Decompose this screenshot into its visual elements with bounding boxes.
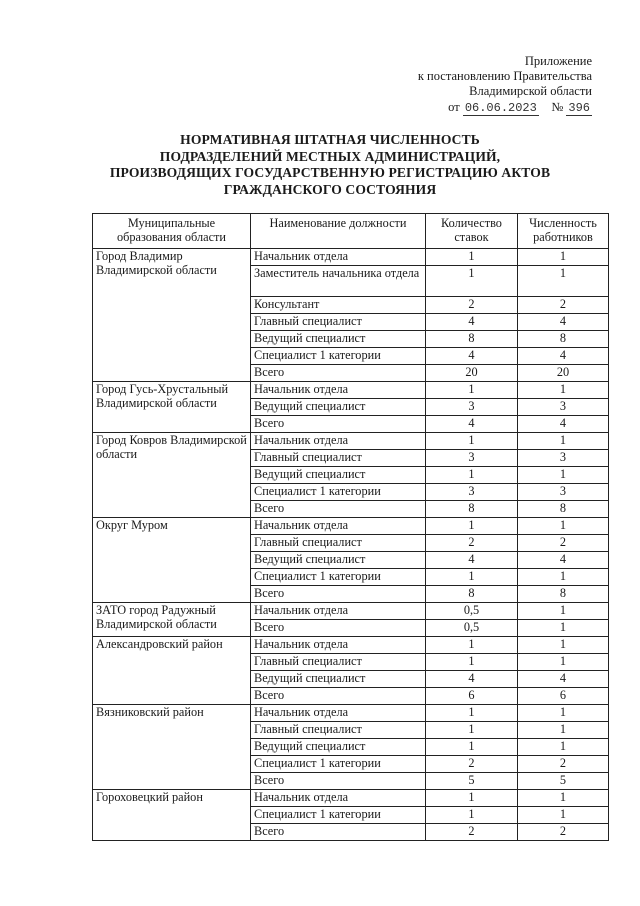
table-body — [93, 249, 609, 841]
position-cell: Главный специалист — [251, 722, 426, 739]
position-cell: Главный специалист — [251, 654, 426, 671]
workers-cell: 5 — [518, 773, 609, 790]
header-municipality: Муниципальные образования области — [93, 214, 251, 249]
workers-cell: 3 — [518, 450, 609, 467]
table-row — [93, 433, 609, 450]
position-cell: Всего — [251, 620, 426, 637]
workers-cell: 1 — [518, 569, 609, 586]
workers-cell: 1 — [518, 433, 609, 450]
position-cell: Ведущий специалист — [251, 399, 426, 416]
position-cell: Специалист 1 категории — [251, 484, 426, 501]
municipality-cell: Город Гусь-Хрустальный Владимирской области — [93, 382, 251, 433]
rates-cell: 4 — [426, 671, 518, 688]
position-cell: Главный специалист — [251, 450, 426, 467]
rates-cell: 0,5 — [426, 620, 518, 637]
position-cell: Специалист 1 категории — [251, 569, 426, 586]
workers-cell: 1 — [518, 382, 609, 399]
table-row — [93, 603, 609, 620]
workers-cell: 2 — [518, 297, 609, 314]
workers-cell: 4 — [518, 348, 609, 365]
municipality-cell: Город Ковров Владимирской области — [93, 433, 251, 518]
table-row — [93, 637, 609, 654]
position-cell: Всего — [251, 824, 426, 841]
workers-cell: 1 — [518, 705, 609, 722]
position-cell: Начальник отдела — [251, 433, 426, 450]
staffing-table — [92, 213, 609, 841]
rates-cell: 6 — [426, 688, 518, 705]
workers-cell: 2 — [518, 824, 609, 841]
workers-cell: 1 — [518, 722, 609, 739]
municipality-cell: Александровский район — [93, 637, 251, 705]
position-cell: Ведущий специалист — [251, 467, 426, 484]
header-position: Наименование должности — [251, 214, 426, 249]
position-cell: Ведущий специалист — [251, 671, 426, 688]
table-row — [93, 382, 609, 399]
rates-cell: 5 — [426, 773, 518, 790]
workers-cell: 1 — [518, 266, 609, 297]
rates-cell: 3 — [426, 399, 518, 416]
position-cell: Начальник отдела — [251, 790, 426, 807]
position-cell: Специалист 1 категории — [251, 807, 426, 824]
rates-cell: 0,5 — [426, 603, 518, 620]
rates-cell: 20 — [426, 365, 518, 382]
workers-cell: 1 — [518, 739, 609, 756]
position-cell: Начальник отдела — [251, 518, 426, 535]
number-prefix: № — [551, 100, 564, 114]
workers-cell: 2 — [518, 535, 609, 552]
workers-cell: 1 — [518, 637, 609, 654]
table-row — [93, 518, 609, 535]
position-cell: Ведущий специалист — [251, 739, 426, 756]
municipality-cell: Город Владимир Владимирской области — [93, 249, 251, 382]
workers-cell: 1 — [518, 249, 609, 266]
position-cell: Консультант — [251, 297, 426, 314]
header-workers: Численность работников — [518, 214, 609, 249]
workers-cell: 3 — [518, 484, 609, 501]
rates-cell: 2 — [426, 297, 518, 314]
rates-cell: 8 — [426, 586, 518, 603]
rates-cell: 2 — [426, 756, 518, 773]
workers-cell: 8 — [518, 586, 609, 603]
position-cell: Всего — [251, 365, 426, 382]
table-row — [93, 249, 609, 266]
municipality-cell: ЗАТО город Радужный Владимирской области — [93, 603, 251, 637]
position-cell: Всего — [251, 416, 426, 433]
rates-cell: 3 — [426, 484, 518, 501]
appendix-block — [372, 54, 592, 116]
rates-cell: 4 — [426, 416, 518, 433]
workers-cell: 1 — [518, 603, 609, 620]
workers-cell: 1 — [518, 807, 609, 824]
position-cell: Начальник отдела — [251, 637, 426, 654]
municipality-cell: Округ Муром — [93, 518, 251, 603]
position-cell: Всего — [251, 586, 426, 603]
workers-cell: 1 — [518, 467, 609, 484]
table-header-row — [93, 214, 609, 249]
workers-cell: 1 — [518, 654, 609, 671]
rates-cell: 1 — [426, 249, 518, 266]
rates-cell: 4 — [426, 314, 518, 331]
position-cell: Главный специалист — [251, 314, 426, 331]
workers-cell: 4 — [518, 314, 609, 331]
position-cell: Специалист 1 категории — [251, 756, 426, 773]
header-rates: Количество ставок — [426, 214, 518, 249]
rates-cell: 1 — [426, 382, 518, 399]
workers-cell: 2 — [518, 756, 609, 773]
position-cell: Начальник отдела — [251, 382, 426, 399]
position-cell: Ведущий специалист — [251, 331, 426, 348]
decree-date: 06.06.2023 — [464, 101, 537, 115]
municipality-cell: Вязниковский район — [93, 705, 251, 790]
rates-cell: 1 — [426, 807, 518, 824]
position-cell: Специалист 1 категории — [251, 348, 426, 365]
workers-cell: 8 — [518, 501, 609, 518]
date-prefix: от — [448, 100, 460, 114]
position-cell: Начальник отдела — [251, 705, 426, 722]
document-title — [60, 132, 600, 198]
title-line-3: ПРОИЗВОДЯЩИХ ГОСУДАРСТВЕННУЮ РЕГИСТРАЦИЮ АКТОВ — [109, 165, 551, 180]
workers-cell: 4 — [518, 416, 609, 433]
position-cell: Главный специалист — [251, 535, 426, 552]
rates-cell: 3 — [426, 450, 518, 467]
title-line-1: НОРМАТИВНАЯ ШТАТНАЯ ЧИСЛЕННОСТЬ — [180, 132, 480, 147]
rates-cell: 4 — [426, 348, 518, 365]
position-cell: Начальник отдела — [251, 249, 426, 266]
rates-cell: 8 — [426, 331, 518, 348]
position-cell: Всего — [251, 501, 426, 518]
rates-cell: 4 — [426, 552, 518, 569]
position-cell: Начальник отдела — [251, 603, 426, 620]
workers-cell: 1 — [518, 518, 609, 535]
rates-cell: 1 — [426, 722, 518, 739]
rates-cell: 2 — [426, 824, 518, 841]
appendix-label: Приложение — [524, 54, 592, 68]
rates-cell: 1 — [426, 569, 518, 586]
rates-cell: 1 — [426, 705, 518, 722]
appendix-region: Владимирской области — [469, 84, 592, 98]
rates-cell: 8 — [426, 501, 518, 518]
decree-number: 396 — [568, 101, 590, 115]
rates-cell: 1 — [426, 739, 518, 756]
table-row — [93, 790, 609, 807]
rates-cell: 1 — [426, 654, 518, 671]
position-cell: Ведущий специалист — [251, 552, 426, 569]
appendix-decree: к постановлению Правительства — [417, 69, 592, 83]
title-line-4: ГРАЖДАНСКОГО СОСТОЯНИЯ — [223, 181, 437, 197]
workers-cell: 4 — [518, 552, 609, 569]
workers-cell: 1 — [518, 620, 609, 637]
table-row — [93, 705, 609, 722]
rates-cell: 1 — [426, 637, 518, 654]
position-cell: Всего — [251, 688, 426, 705]
rates-cell: 1 — [426, 266, 518, 297]
municipality-cell: Гороховецкий район — [93, 790, 251, 841]
rates-cell: 1 — [426, 467, 518, 484]
appendix-reference — [372, 100, 592, 116]
position-cell: Всего — [251, 773, 426, 790]
rates-cell: 1 — [426, 433, 518, 450]
workers-cell: 1 — [518, 790, 609, 807]
rates-cell: 1 — [426, 518, 518, 535]
position-cell: Заместитель начальника отдела — [251, 266, 426, 297]
workers-cell: 3 — [518, 399, 609, 416]
workers-cell: 4 — [518, 671, 609, 688]
workers-cell: 6 — [518, 688, 609, 705]
title-line-2: ПОДРАЗДЕЛЕНИЙ МЕСТНЫХ АДМИНИСТРАЦИЙ, — [159, 148, 501, 164]
workers-cell: 8 — [518, 331, 609, 348]
rates-cell: 1 — [426, 790, 518, 807]
workers-cell: 20 — [518, 365, 609, 382]
rates-cell: 2 — [426, 535, 518, 552]
